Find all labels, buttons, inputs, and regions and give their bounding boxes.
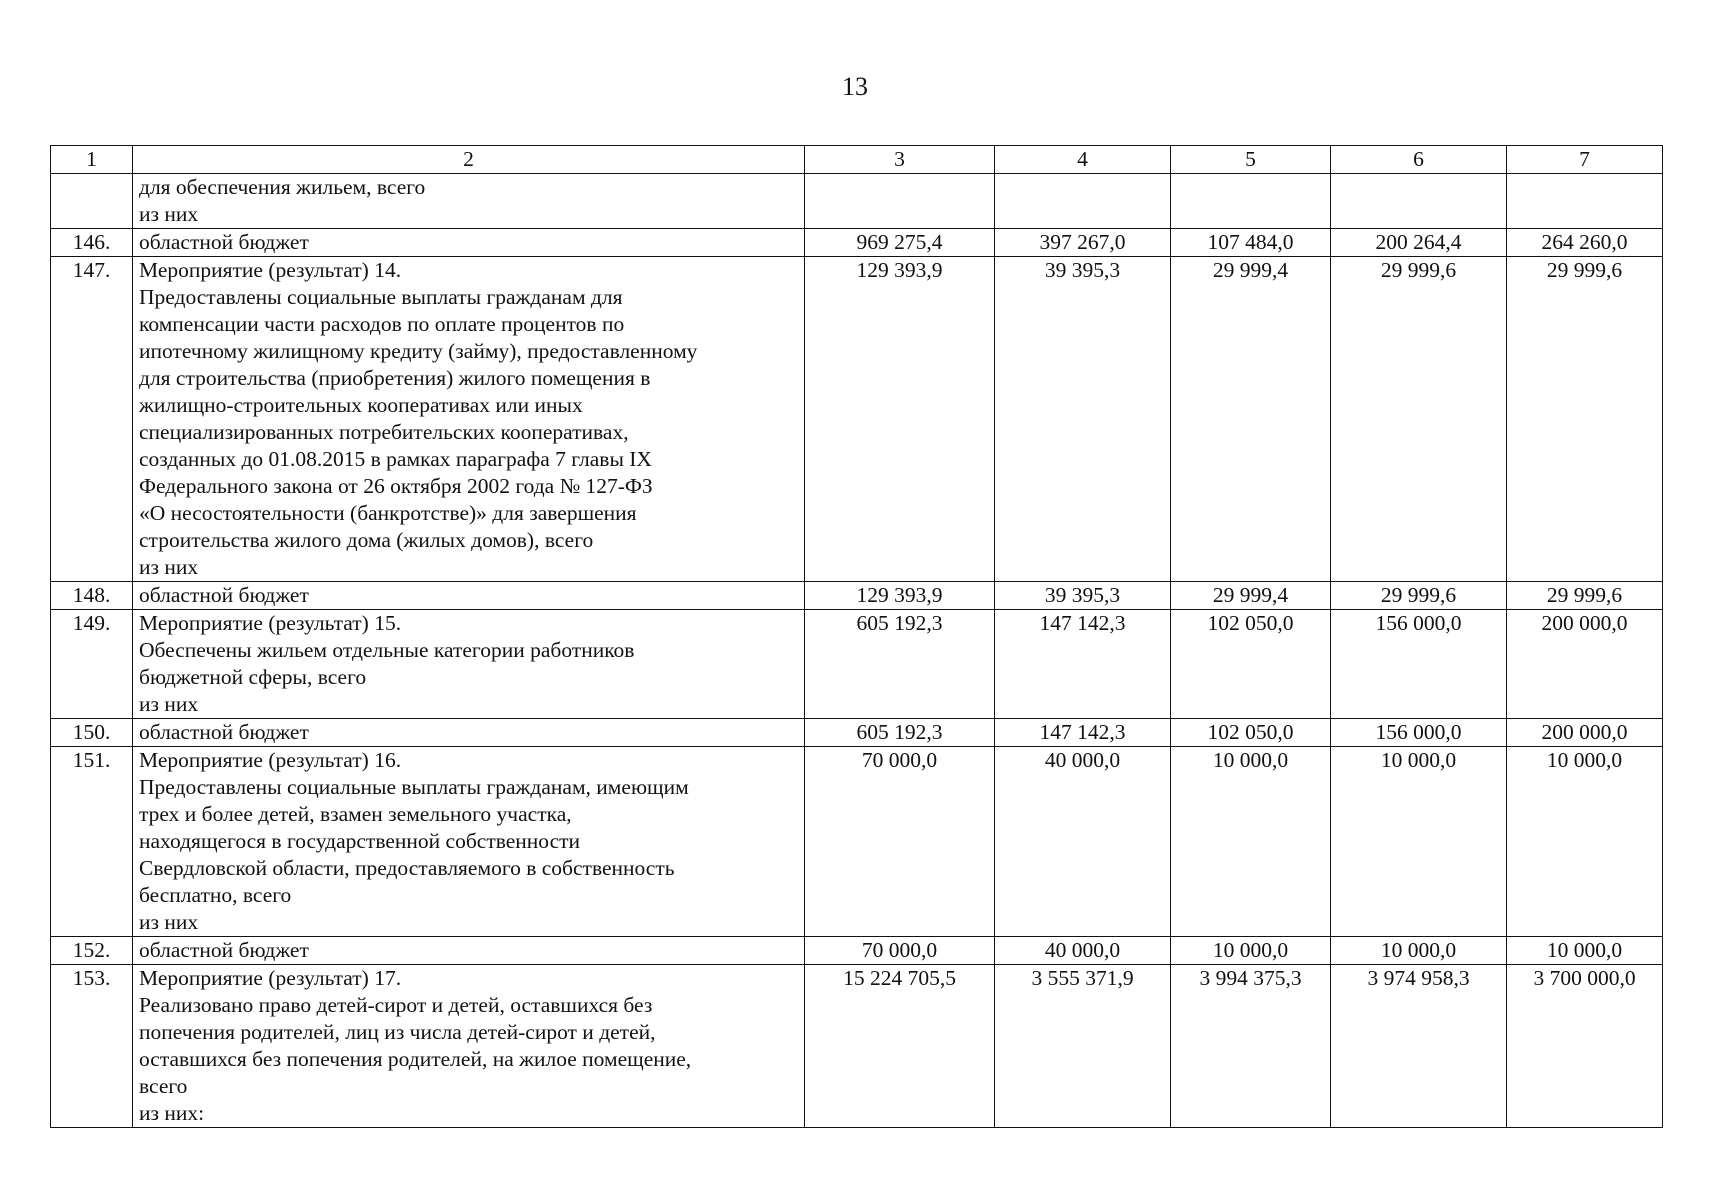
description-line: попечения родителей, лиц из числа детей-сирот и детей, xyxy=(139,1020,656,1044)
description-line: областной бюджет xyxy=(139,938,309,962)
description-line: Обеспечены жильем отдельные категории работников xyxy=(139,638,635,662)
value-cell-col-7: 10 000,0 xyxy=(1507,747,1663,937)
value-cell-col-7: 3 700 000,0 xyxy=(1507,965,1663,1128)
description-line: Мероприятие (результат) 14. xyxy=(139,258,402,282)
description-line: «О несостоятельности (банкротстве)» для завершения xyxy=(139,501,637,525)
description-line: из них xyxy=(139,910,199,934)
header-row xyxy=(51,146,1663,174)
value-cell-col-4 xyxy=(995,174,1171,229)
value-cell-col-7: 200 000,0 xyxy=(1507,610,1663,719)
description-line: находящегося в государственной собственности xyxy=(139,829,581,853)
value-cell-col-3: 129 393,9 xyxy=(805,257,995,582)
table-row xyxy=(51,965,1663,1128)
value-cell-col-4: 40 000,0 xyxy=(995,747,1171,937)
table-row xyxy=(51,229,1663,257)
row-number: 149. xyxy=(51,610,133,719)
description-line: Мероприятие (результат) 16. xyxy=(139,748,402,772)
column-header: 1 xyxy=(51,146,133,174)
row-number: 151. xyxy=(51,747,133,937)
row-description xyxy=(133,747,805,937)
row-number: 146. xyxy=(51,229,133,257)
value-cell-col-5: 10 000,0 xyxy=(1171,937,1331,965)
table-row xyxy=(51,937,1663,965)
value-cell-col-3: 70 000,0 xyxy=(805,747,995,937)
row-number: 150. xyxy=(51,719,133,747)
value-cell-col-7 xyxy=(1507,174,1663,229)
value-cell-col-4: 39 395,3 xyxy=(995,582,1171,610)
table-row xyxy=(51,582,1663,610)
description-line: специализированных потребительских кооперативах, xyxy=(139,420,629,444)
row-number: 148. xyxy=(51,582,133,610)
value-cell-col-7: 200 000,0 xyxy=(1507,719,1663,747)
row-description xyxy=(133,965,805,1128)
description-line: областной бюджет xyxy=(139,230,309,254)
value-cell-col-7: 29 999,6 xyxy=(1507,257,1663,582)
value-cell-col-6: 10 000,0 xyxy=(1331,937,1507,965)
value-cell-col-5: 3 994 375,3 xyxy=(1171,965,1331,1128)
value-cell-col-6: 3 974 958,3 xyxy=(1331,965,1507,1128)
description-line: бесплатно, всего xyxy=(139,883,292,907)
value-cell-col-4: 147 142,3 xyxy=(995,719,1171,747)
value-cell-col-5: 102 050,0 xyxy=(1171,719,1331,747)
row-number: 147. xyxy=(51,257,133,582)
value-cell-col-3: 969 275,4 xyxy=(805,229,995,257)
column-header: 2 xyxy=(133,146,805,174)
description-line: из них: xyxy=(139,1101,205,1125)
description-line: Мероприятие (результат) 15. xyxy=(139,611,402,635)
row-description xyxy=(133,229,805,257)
table-row xyxy=(51,257,1663,582)
description-line: Свердловской области, предоставляемого в собственность xyxy=(139,856,675,880)
description-line: Мероприятие (результат) 17. xyxy=(139,966,402,990)
row-description xyxy=(133,582,805,610)
page-number: 13 xyxy=(842,72,868,101)
budget-table xyxy=(50,145,1663,1128)
table-row xyxy=(51,174,1663,229)
description-line: трех и более детей, взамен земельного участка, xyxy=(139,802,572,826)
value-cell-col-3: 605 192,3 xyxy=(805,719,995,747)
value-cell-col-7: 29 999,6 xyxy=(1507,582,1663,610)
value-cell-col-4: 3 555 371,9 xyxy=(995,965,1171,1128)
value-cell-col-6: 200 264,4 xyxy=(1331,229,1507,257)
value-cell-col-5: 10 000,0 xyxy=(1171,747,1331,937)
table-row xyxy=(51,747,1663,937)
value-cell-col-5: 102 050,0 xyxy=(1171,610,1331,719)
value-cell-col-3: 129 393,9 xyxy=(805,582,995,610)
description-line: из них xyxy=(139,202,199,226)
description-line: для обеспечения жильем, всего xyxy=(139,175,426,199)
description-line: из них xyxy=(139,692,199,716)
value-cell-col-4: 147 142,3 xyxy=(995,610,1171,719)
row-description xyxy=(133,174,805,229)
row-number xyxy=(51,174,133,229)
value-cell-col-3: 70 000,0 xyxy=(805,937,995,965)
column-header: 4 xyxy=(995,146,1171,174)
description-line: жилищно-строительных кооперативах или иных xyxy=(139,393,583,417)
value-cell-col-6: 29 999,6 xyxy=(1331,257,1507,582)
value-cell-col-3: 15 224 705,5 xyxy=(805,965,995,1128)
description-line: Предоставлены социальные выплаты гражданам, имеющим xyxy=(139,775,689,799)
column-header: 3 xyxy=(805,146,995,174)
description-line: Федерального закона от 26 октября 2002 года № 127-ФЗ xyxy=(139,474,653,498)
table-row xyxy=(51,719,1663,747)
value-cell-col-6: 10 000,0 xyxy=(1331,747,1507,937)
description-line: из них xyxy=(139,555,199,579)
value-cell-col-3 xyxy=(805,174,995,229)
value-cell-col-7: 10 000,0 xyxy=(1507,937,1663,965)
description-line: областной бюджет xyxy=(139,720,309,744)
description-line: строительства жилого дома (жилых домов), всего xyxy=(139,528,594,552)
description-line: всего xyxy=(139,1074,188,1098)
value-cell-col-4: 39 395,3 xyxy=(995,257,1171,582)
description-line: созданных до 01.08.2015 в рамках параграфа 7 главы IX xyxy=(139,447,652,471)
row-number: 153. xyxy=(51,965,133,1128)
value-cell-col-4: 40 000,0 xyxy=(995,937,1171,965)
description-line: Реализовано право детей-сирот и детей, оставшихся без xyxy=(139,993,653,1017)
value-cell-col-6: 29 999,6 xyxy=(1331,582,1507,610)
description-line: областной бюджет xyxy=(139,583,309,607)
description-line: Предоставлены социальные выплаты гражданам для xyxy=(139,285,623,309)
value-cell-col-5: 107 484,0 xyxy=(1171,229,1331,257)
row-description xyxy=(133,610,805,719)
description-line: компенсации части расходов по оплате процентов по xyxy=(139,312,625,336)
value-cell-col-6: 156 000,0 xyxy=(1331,719,1507,747)
description-line: ипотечному жилищному кредиту (займу), предоставленному xyxy=(139,339,698,363)
row-description xyxy=(133,257,805,582)
value-cell-col-7: 264 260,0 xyxy=(1507,229,1663,257)
row-description xyxy=(133,719,805,747)
description-line: для строительства (приобретения) жилого помещения в xyxy=(139,366,651,390)
row-number: 152. xyxy=(51,937,133,965)
value-cell-col-6 xyxy=(1331,174,1507,229)
value-cell-col-6: 156 000,0 xyxy=(1331,610,1507,719)
value-cell-col-5 xyxy=(1171,174,1331,229)
table-row xyxy=(51,610,1663,719)
column-header: 5 xyxy=(1171,146,1331,174)
column-header: 7 xyxy=(1507,146,1663,174)
value-cell-col-4: 397 267,0 xyxy=(995,229,1171,257)
value-cell-col-5: 29 999,4 xyxy=(1171,582,1331,610)
column-header: 6 xyxy=(1331,146,1507,174)
description-line: бюджетной сферы, всего xyxy=(139,665,367,689)
value-cell-col-5: 29 999,4 xyxy=(1171,257,1331,582)
row-description xyxy=(133,937,805,965)
description-line: оставшихся без попечения родителей, на жилое помещение, xyxy=(139,1047,692,1071)
value-cell-col-3: 605 192,3 xyxy=(805,610,995,719)
